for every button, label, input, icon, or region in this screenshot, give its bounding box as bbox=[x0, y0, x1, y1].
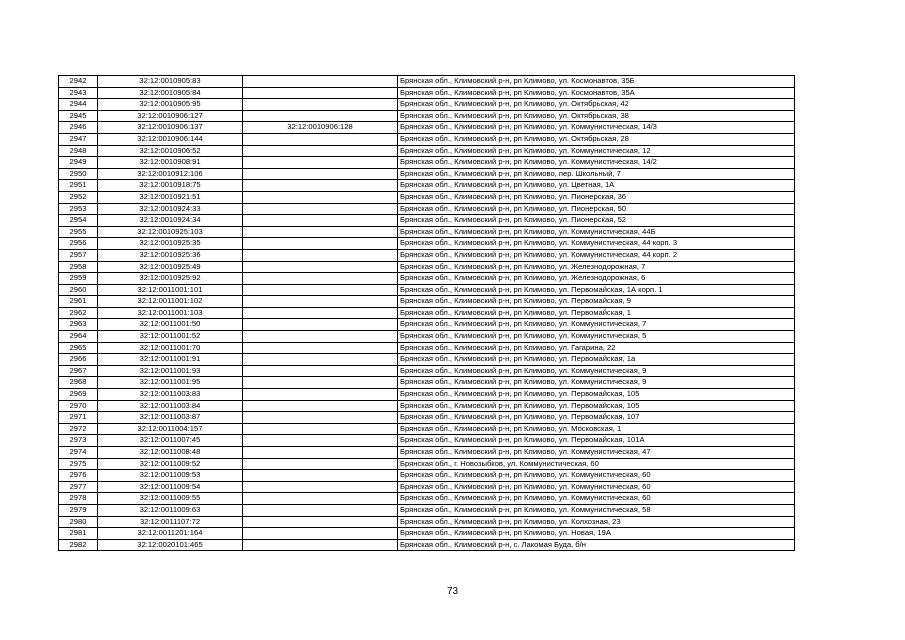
cadastral-number-cell: 32:12:0010906:137 bbox=[98, 122, 243, 134]
address-cell: Брянская обл., Климовский р-н, рп Климово, ул. Космонавтов, 35А bbox=[398, 87, 795, 99]
cadastral-number-cell: 32:12:0011009:52 bbox=[98, 458, 243, 470]
row-number-cell: 2964 bbox=[59, 331, 98, 343]
address-cell: Брянская обл., Климовский р-н, рп Климово, ул. Цветная, 1А bbox=[398, 180, 795, 192]
table-row bbox=[59, 528, 795, 540]
table-row bbox=[59, 377, 795, 389]
address-cell: Брянская обл., Климовский р-н, рп Климово, ул. Первомайская, 9 bbox=[398, 296, 795, 308]
cadastral-number-cell: 32:12:0011001:70 bbox=[98, 342, 243, 354]
table-row bbox=[59, 307, 795, 319]
previous-cadastral-number-cell bbox=[243, 307, 398, 319]
row-number-cell: 2956 bbox=[59, 238, 98, 250]
table-row bbox=[59, 261, 795, 273]
address-cell: Брянская обл., Климовский р-н, рп Климово, ул. Коммунистическая, 9 bbox=[398, 365, 795, 377]
cadastral-number-cell: 32:12:0010905:95 bbox=[98, 99, 243, 111]
previous-cadastral-number-cell bbox=[243, 504, 398, 516]
row-number-cell: 2954 bbox=[59, 215, 98, 227]
address-cell: Брянская обл., Климовский р-н, рп Климово, ул. Московская, 1 bbox=[398, 423, 795, 435]
row-number-cell: 2958 bbox=[59, 261, 98, 273]
table-row bbox=[59, 458, 795, 470]
row-number-cell: 2982 bbox=[59, 539, 98, 551]
previous-cadastral-number-cell bbox=[243, 400, 398, 412]
previous-cadastral-number-cell bbox=[243, 145, 398, 157]
previous-cadastral-number-cell bbox=[243, 389, 398, 401]
previous-cadastral-number-cell bbox=[243, 168, 398, 180]
previous-cadastral-number-cell bbox=[243, 76, 398, 88]
row-number-cell: 2952 bbox=[59, 191, 98, 203]
table-row bbox=[59, 504, 795, 516]
address-cell: Брянская обл., Климовский р-н, рп Климово, ул. Коммунистическая, 5 bbox=[398, 331, 795, 343]
previous-cadastral-number-cell bbox=[243, 273, 398, 285]
row-number-cell: 2949 bbox=[59, 157, 98, 169]
row-number-cell: 2953 bbox=[59, 203, 98, 215]
cadastral-number-cell: 32:12:0010924:34 bbox=[98, 215, 243, 227]
address-cell: Брянская обл., Климовский р-н, рп Климово, ул. Первомайская, 1 bbox=[398, 307, 795, 319]
cadastral-number-cell: 32:12:0010906:52 bbox=[98, 145, 243, 157]
previous-cadastral-number-cell bbox=[243, 226, 398, 238]
row-number-cell: 2967 bbox=[59, 365, 98, 377]
table-row bbox=[59, 110, 795, 122]
row-number-cell: 2960 bbox=[59, 284, 98, 296]
cadastral-number-cell: 32:12:0011007:45 bbox=[98, 435, 243, 447]
row-number-cell: 2942 bbox=[59, 76, 98, 88]
table-row bbox=[59, 284, 795, 296]
table-row bbox=[59, 191, 795, 203]
cadastral-number-cell: 32:12:0011001:50 bbox=[98, 319, 243, 331]
cadastral-number-cell: 32:12:0011001:103 bbox=[98, 307, 243, 319]
previous-cadastral-number-cell bbox=[243, 447, 398, 459]
row-number-cell: 2981 bbox=[59, 528, 98, 540]
row-number-cell: 2946 bbox=[59, 122, 98, 134]
address-cell: Брянская обл., Климовский р-н, рп Климово, ул. Первомайская, 105 bbox=[398, 400, 795, 412]
previous-cadastral-number-cell bbox=[243, 493, 398, 505]
row-number-cell: 2966 bbox=[59, 354, 98, 366]
cadastral-number-cell: 32:12:0011009:63 bbox=[98, 504, 243, 516]
previous-cadastral-number-cell bbox=[243, 539, 398, 551]
cadastral-number-cell: 32:12:0010925:49 bbox=[98, 261, 243, 273]
row-number-cell: 2950 bbox=[59, 168, 98, 180]
address-cell: Брянская обл., Климовский р-н, рп Климово, ул. Коммунистическая, 60 bbox=[398, 470, 795, 482]
previous-cadastral-number-cell bbox=[243, 319, 398, 331]
previous-cadastral-number-cell bbox=[243, 249, 398, 261]
address-cell: Брянская обл., Климовский р-н, рп Климово, ул. Первомайская, 105 bbox=[398, 389, 795, 401]
cadastral-number-cell: 32:12:0010925:103 bbox=[98, 226, 243, 238]
table-row bbox=[59, 273, 795, 285]
cadastral-number-cell: 32:12:0011001:95 bbox=[98, 377, 243, 389]
row-number-cell: 2963 bbox=[59, 319, 98, 331]
table-row bbox=[59, 296, 795, 308]
row-number-cell: 2948 bbox=[59, 145, 98, 157]
row-number-cell: 2976 bbox=[59, 470, 98, 482]
address-cell: Брянская обл., Климовский р-н, рп Климово, ул. Коммунистическая, 9 bbox=[398, 377, 795, 389]
previous-cadastral-number-cell bbox=[243, 238, 398, 250]
table-row bbox=[59, 238, 795, 250]
table-row bbox=[59, 203, 795, 215]
table-row bbox=[59, 157, 795, 169]
address-cell: Брянская обл., Климовский р-н, рп Климово, ул. Коммунистическая, 12 bbox=[398, 145, 795, 157]
table-row bbox=[59, 400, 795, 412]
address-cell: Брянская обл., Климовский р-н, рп Климово, ул. Коммунистическая, 14/3 bbox=[398, 122, 795, 134]
previous-cadastral-number-cell bbox=[243, 481, 398, 493]
address-cell: Брянская обл., Климовский р-н, рп Климово, ул. Железнодорожная, 6 bbox=[398, 273, 795, 285]
cadastral-number-cell: 32:12:0010912:106 bbox=[98, 168, 243, 180]
previous-cadastral-number-cell bbox=[243, 99, 398, 111]
previous-cadastral-number-cell bbox=[243, 296, 398, 308]
cadastral-number-cell: 32:12:0010908:91 bbox=[98, 157, 243, 169]
row-number-cell: 2977 bbox=[59, 481, 98, 493]
table-row bbox=[59, 168, 795, 180]
previous-cadastral-number-cell bbox=[243, 342, 398, 354]
table-row bbox=[59, 99, 795, 111]
row-number-cell: 2943 bbox=[59, 87, 98, 99]
address-cell: Брянская обл., Климовский р-н, рп Климово, ул. Первомайская, 1а bbox=[398, 354, 795, 366]
table-row bbox=[59, 423, 795, 435]
cadastral-number-cell: 32:12:0010925:35 bbox=[98, 238, 243, 250]
cadastral-number-cell: 32:12:0011004:157 bbox=[98, 423, 243, 435]
cadastral-number-cell: 32:12:0010905:83 bbox=[98, 76, 243, 88]
previous-cadastral-number-cell bbox=[243, 516, 398, 528]
cadastral-number-cell: 32:12:0010905:84 bbox=[98, 87, 243, 99]
address-cell: Брянская обл., Климовский р-н, рп Климово, ул. Пионерская, 50 bbox=[398, 203, 795, 215]
previous-cadastral-number-cell bbox=[243, 412, 398, 424]
address-cell: Брянская обл., Климовский р-н, рп Климово, ул. Пионерская, 36 bbox=[398, 191, 795, 203]
previous-cadastral-number-cell bbox=[243, 180, 398, 192]
row-number-cell: 2947 bbox=[59, 133, 98, 145]
cadastral-number-cell: 32:12:0010925:36 bbox=[98, 249, 243, 261]
row-number-cell: 2962 bbox=[59, 307, 98, 319]
previous-cadastral-number-cell bbox=[243, 354, 398, 366]
address-cell: Брянская обл., Климовский р-н, рп Климово, ул. Октябрьская, 42 bbox=[398, 99, 795, 111]
address-cell: Брянская обл., Климовский р-н, рп Климово, ул. Коммунистическая, 58 bbox=[398, 504, 795, 516]
previous-cadastral-number-cell bbox=[243, 191, 398, 203]
row-number-cell: 2974 bbox=[59, 447, 98, 459]
table-row bbox=[59, 319, 795, 331]
table-row bbox=[59, 516, 795, 528]
address-cell: Брянская обл., Климовский р-н, рп Климово, ул. Железнодорожная, 7 bbox=[398, 261, 795, 273]
table-row bbox=[59, 493, 795, 505]
previous-cadastral-number-cell bbox=[243, 203, 398, 215]
row-number-cell: 2979 bbox=[59, 504, 98, 516]
cadastral-number-cell: 32:12:0011201:164 bbox=[98, 528, 243, 540]
previous-cadastral-number-cell bbox=[243, 215, 398, 227]
row-number-cell: 2957 bbox=[59, 249, 98, 261]
table-row bbox=[59, 133, 795, 145]
address-cell: Брянская обл., Климовский р-н, рп Климово, ул. Коммунистическая, 60 bbox=[398, 493, 795, 505]
cadastral-number-cell: 32:12:0011001:52 bbox=[98, 331, 243, 343]
table-row bbox=[59, 354, 795, 366]
cadastral-number-cell: 32:12:0011003:87 bbox=[98, 412, 243, 424]
previous-cadastral-number-cell bbox=[243, 284, 398, 296]
cadastral-number-cell: 32:12:0010906:127 bbox=[98, 110, 243, 122]
table-row bbox=[59, 389, 795, 401]
previous-cadastral-number-cell bbox=[243, 87, 398, 99]
row-number-cell: 2955 bbox=[59, 226, 98, 238]
row-number-cell: 2973 bbox=[59, 435, 98, 447]
address-cell: Брянская обл., Климовский р-н, рп Климово, ул. Октябрьская, 38 bbox=[398, 110, 795, 122]
address-cell: Брянская обл., Климовский р-н, рп Климово, ул. Коммунистическая, 7 bbox=[398, 319, 795, 331]
table-row bbox=[59, 76, 795, 88]
address-cell: Брянская обл., Климовский р-н, рп Климово, ул. Коммунистическая, 47 bbox=[398, 447, 795, 459]
cadastral-number-cell: 32:12:0011003:83 bbox=[98, 389, 243, 401]
row-number-cell: 2961 bbox=[59, 296, 98, 308]
address-cell: Брянская обл., Климовский р-н, рп Климово, ул. Новая, 19А bbox=[398, 528, 795, 540]
cadastral-number-cell: 32:12:0011001:102 bbox=[98, 296, 243, 308]
page-number: 73 bbox=[446, 586, 459, 597]
address-cell: Брянская обл., Климовский р-н, рп Климово, ул. Первомайская, 101А bbox=[398, 435, 795, 447]
row-number-cell: 2972 bbox=[59, 423, 98, 435]
previous-cadastral-number-cell bbox=[243, 331, 398, 343]
row-number-cell: 2944 bbox=[59, 99, 98, 111]
row-number-cell: 2978 bbox=[59, 493, 98, 505]
address-cell: Брянская обл., Климовский р-н, рп Климово, ул. Пионерская, 52 bbox=[398, 215, 795, 227]
table-row bbox=[59, 145, 795, 157]
cadastral-number-cell: 32:12:0010924:33 bbox=[98, 203, 243, 215]
row-number-cell: 2965 bbox=[59, 342, 98, 354]
row-number-cell: 2945 bbox=[59, 110, 98, 122]
table-body bbox=[59, 76, 795, 551]
row-number-cell: 2969 bbox=[59, 389, 98, 401]
address-cell: Брянская обл., Климовский р-н, рп Климово, ул. Первомайская, 107 bbox=[398, 412, 795, 424]
row-number-cell: 2980 bbox=[59, 516, 98, 528]
previous-cadastral-number-cell bbox=[243, 261, 398, 273]
table-row bbox=[59, 249, 795, 261]
cadastral-number-cell: 32:12:0011001:101 bbox=[98, 284, 243, 296]
previous-cadastral-number-cell bbox=[243, 470, 398, 482]
cadastral-number-cell: 32:12:0011009:55 bbox=[98, 493, 243, 505]
row-number-cell: 2971 bbox=[59, 412, 98, 424]
address-cell: Брянская обл., Климовский р-н, рп Климово, пер. Школьный, 7 bbox=[398, 168, 795, 180]
address-cell: Брянская обл., г. Новозыбков, ул. Коммунистическая, 60 bbox=[398, 458, 795, 470]
cadastral-number-cell: 32:12:0011009:54 bbox=[98, 481, 243, 493]
row-number-cell: 2959 bbox=[59, 273, 98, 285]
cadastral-number-cell: 32:12:0010921:51 bbox=[98, 191, 243, 203]
cadastral-number-cell: 32:12:0011008:48 bbox=[98, 447, 243, 459]
table-row bbox=[59, 180, 795, 192]
cadastral-number-cell: 32:12:0011001:93 bbox=[98, 365, 243, 377]
address-cell: Брянская обл., Климовский р-н, рп Климово, ул. Космонавтов, 35Б bbox=[398, 76, 795, 88]
previous-cadastral-number-cell bbox=[243, 157, 398, 169]
cadastral-number-cell: 32:12:0011009:53 bbox=[98, 470, 243, 482]
previous-cadastral-number-cell bbox=[243, 435, 398, 447]
cadastral-number-cell: 32:12:0010925:92 bbox=[98, 273, 243, 285]
address-cell: Брянская обл., Климовский р-н, с. Лакомая Буда, б/н bbox=[398, 539, 795, 551]
table-row bbox=[59, 342, 795, 354]
row-number-cell: 2975 bbox=[59, 458, 98, 470]
previous-cadastral-number-cell bbox=[243, 528, 398, 540]
previous-cadastral-number-cell bbox=[243, 365, 398, 377]
address-cell: Брянская обл., Климовский р-н, рп Климово, ул. Октябрьская, 28 bbox=[398, 133, 795, 145]
table-row bbox=[59, 87, 795, 99]
cadastral-number-cell: 32:12:0011003:84 bbox=[98, 400, 243, 412]
address-cell: Брянская обл., Климовский р-н, рп Климово, ул. Гагарина, 22 bbox=[398, 342, 795, 354]
table-row bbox=[59, 122, 795, 134]
previous-cadastral-number-cell bbox=[243, 133, 398, 145]
cadastral-number-cell: 32:12:0010918:75 bbox=[98, 180, 243, 192]
address-cell: Брянская обл., Климовский р-н, рп Климово, ул. Коммунистическая, 44 корп. 3 bbox=[398, 238, 795, 250]
table-row bbox=[59, 447, 795, 459]
previous-cadastral-number-cell bbox=[243, 423, 398, 435]
cadastral-number-cell: 32:12:0011107:72 bbox=[98, 516, 243, 528]
property-register-table bbox=[58, 75, 795, 551]
table-row bbox=[59, 365, 795, 377]
address-cell: Брянская обл., Климовский р-н, рп Климово, ул. Первомайская, 1А корп. 1 bbox=[398, 284, 795, 296]
previous-cadastral-number-cell: 32:12:0010906:128 bbox=[243, 122, 398, 134]
table-row bbox=[59, 470, 795, 482]
address-cell: Брянская обл., Климовский р-н, рп Климово, ул. Коммунистическая, 44 корп. 2 bbox=[398, 249, 795, 261]
table-row bbox=[59, 435, 795, 447]
table-row bbox=[59, 412, 795, 424]
previous-cadastral-number-cell bbox=[243, 377, 398, 389]
cadastral-number-cell: 32:12:0010906:144 bbox=[98, 133, 243, 145]
table-row bbox=[59, 215, 795, 227]
row-number-cell: 2970 bbox=[59, 400, 98, 412]
row-number-cell: 2951 bbox=[59, 180, 98, 192]
address-cell: Брянская обл., Климовский р-н, рп Климово, ул. Коммунистическая, 44Б bbox=[398, 226, 795, 238]
previous-cadastral-number-cell bbox=[243, 458, 398, 470]
row-number-cell: 2968 bbox=[59, 377, 98, 389]
cadastral-number-cell: 32:12:0020101:465 bbox=[98, 539, 243, 551]
address-cell: Брянская обл., Климовский р-н, рп Климово, ул. Колхозная, 23 bbox=[398, 516, 795, 528]
table-row bbox=[59, 331, 795, 343]
table-row bbox=[59, 226, 795, 238]
table-row bbox=[59, 539, 795, 551]
address-cell: Брянская обл., Климовский р-н, рп Климово, ул. Коммунистическая, 60 bbox=[398, 481, 795, 493]
previous-cadastral-number-cell bbox=[243, 110, 398, 122]
table-row bbox=[59, 481, 795, 493]
cadastral-number-cell: 32:12:0011001:91 bbox=[98, 354, 243, 366]
address-cell: Брянская обл., Климовский р-н, рп Климово, ул. Коммунистическая, 14/2 bbox=[398, 157, 795, 169]
